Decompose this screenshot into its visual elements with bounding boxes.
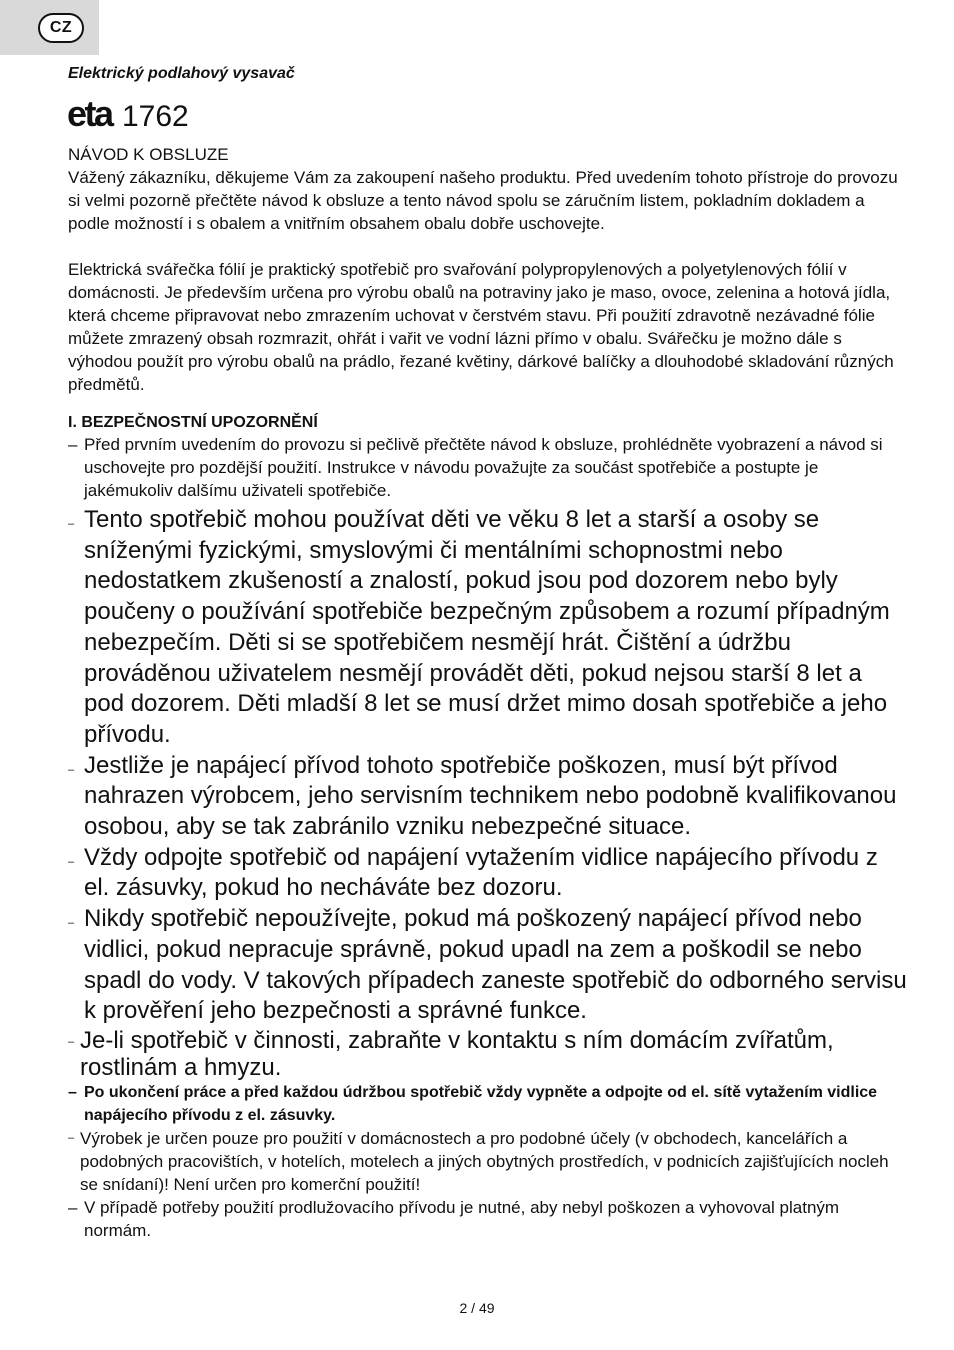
safety-item-text: Výrobek je určen pouze pro použití v domácnostech a pro podobné účely (v obchodech, kancelářích a podobných pracovištích, v hotelích, motelech a jiných obytných prostředích, v podnicích zajišťujících nocleh se snídaní)! Není určen pro komerční použití!: [80, 1128, 889, 1194]
safety-item-text: Jestliže je napájecí přívod tohoto spotřebiče poškozen, musí být přívod nahrazen výrobcem, jeho servisním technikem nebo podobně kvalifikovanou osobou, aby se tak zabránilo vzniku nebezpečné situace.: [84, 751, 897, 841]
dash-marker: –: [68, 1197, 78, 1217]
safety-item-text: Po ukončení práce a před každou údržbou spotřebič vždy vypněte a odpojte od el. sítě vytažením vidlice napájecího přívodu z el. zásuvky.: [84, 1083, 878, 1124]
safety-item: [68, 505, 908, 751]
brand-logo: eta: [67, 93, 112, 134]
safety-item: [68, 1196, 908, 1242]
brand-row: [67, 93, 189, 135]
dash-marker: –: [68, 917, 75, 930]
language-tab: [0, 0, 99, 55]
safety-item-text: Tento spotřebič mohou používat děti ve věku 8 let a starší a osoby se sníženými fyzickými, smyslovými či mentálními schopnostmi nebo nedostatkem zkušeností a znalostí, pokud jsou pod dozorem nebo byly poučeny o používání spotřebiče bezpečným způsobem a rozumí případným nebezpečím. Děti si se spotřebičem nesmějí hrát. Čištění a údržbu prováděnou uživatelem nesmějí provádět děti, pokud nejsou starší 8 let a pod dozorem. Děti mladší 8 let se musí držet mimo dosah spotřebiče a jeho přívodu.: [84, 506, 890, 748]
safety-heading: I. BEZPEČNOSTNÍ UPOZORNĚNÍ: [68, 414, 318, 431]
dash-marker: –: [68, 763, 75, 776]
product-subtitle: Elektrický podlahový vysavač: [68, 65, 295, 82]
safety-item: [68, 433, 908, 502]
manual-heading: NÁVOD K OBSLUZE: [68, 145, 229, 164]
safety-item: [68, 843, 908, 904]
safety-item: [68, 1127, 908, 1196]
safety-item: [68, 904, 908, 1027]
dash-marker: –: [68, 435, 78, 454]
dash-marker: –: [68, 1083, 77, 1101]
intro-paragraph: Vážený zákazníku, děkujeme Vám za zakoupení našeho produktu. Před uvedením tohoto přístroje do provozu si velmi pozorně přečtěte návod k obsluze a tento návod spolu se záručním listem, pokladním dokladem a podle možností i s obalem a vnitřním obsahem obalu dobře uschovejte.: [68, 168, 898, 233]
dash-marker: –: [68, 1131, 75, 1144]
description-paragraph: Elektrická svářečka fólií je praktický spotřebič pro svařování polypropylenových a polyetylenových fólií v domácnosti. Je především určena pro výrobu obalů na potraviny jako je maso, ovoce, zelenina a hotová jídla, která chceme připravovat nebo zmrazením uchovat v čerstvém stavu. Při použití zdravotně nezávadné fólie můžete zmrazený obsah rozmrazit, ohřát i vařit ve vodní lázni přímo v obalu. Svářečku je možno dále s výhodou použít pro výrobu obalů na prádlo, řezané květiny, dárkové balíčky a dlouhodobé skladování různých předmětů.: [68, 260, 894, 394]
safety-item-text: V případě potřeby použití prodlužovacího přívodu je nutné, aby nebyl poškozen a vyhovoval platným normám.: [84, 1197, 840, 1240]
dash-marker: –: [68, 1035, 75, 1048]
dash-marker: –: [68, 855, 75, 868]
safety-item-text: Před prvním uvedením do provozu si pečlivě přečtěte návod k obsluze, prohlédněte vyobrazení a návod si uschovejte pro pozdější použití. Instrukce v návodu považujte za součást spotřebiče a postupte je jakémukoliv dalšímu uživateli spotřebiče.: [84, 435, 883, 500]
dash-marker: –: [68, 518, 75, 530]
page-number: 2 / 49: [459, 1300, 495, 1316]
safety-item-text: Vždy odpojte spotřebič od napájení vytažením vidlice napájecího přívodu z el. zásuvky, pokud ho necháváte bez dozoru.: [84, 843, 878, 902]
paragraph-spacer: [68, 235, 908, 258]
manual-content: [68, 143, 908, 1242]
model-number: 1762: [121, 100, 189, 133]
safety-item-text: Je-li spotřebič v činnosti, zabraňte v kontaktu s ním domácím zvířatům, rostlinám a hmyzu.: [80, 1026, 834, 1081]
safety-item: [68, 1027, 908, 1081]
safety-item: [68, 751, 908, 843]
safety-item-bold: [68, 1081, 908, 1127]
safety-item-text: Nikdy spotřebič nepoužívejte, pokud má poškozený napájecí přívod nebo vidlici, pokud nepracuje správně, pokud upadl na zem a poškodil se nebo spadl do vody. V takových případech zaneste spotřebič do odborného servisu k prověření jeho bezpečnosti a správné funkce.: [84, 905, 907, 1025]
language-badge: CZ: [38, 13, 84, 43]
